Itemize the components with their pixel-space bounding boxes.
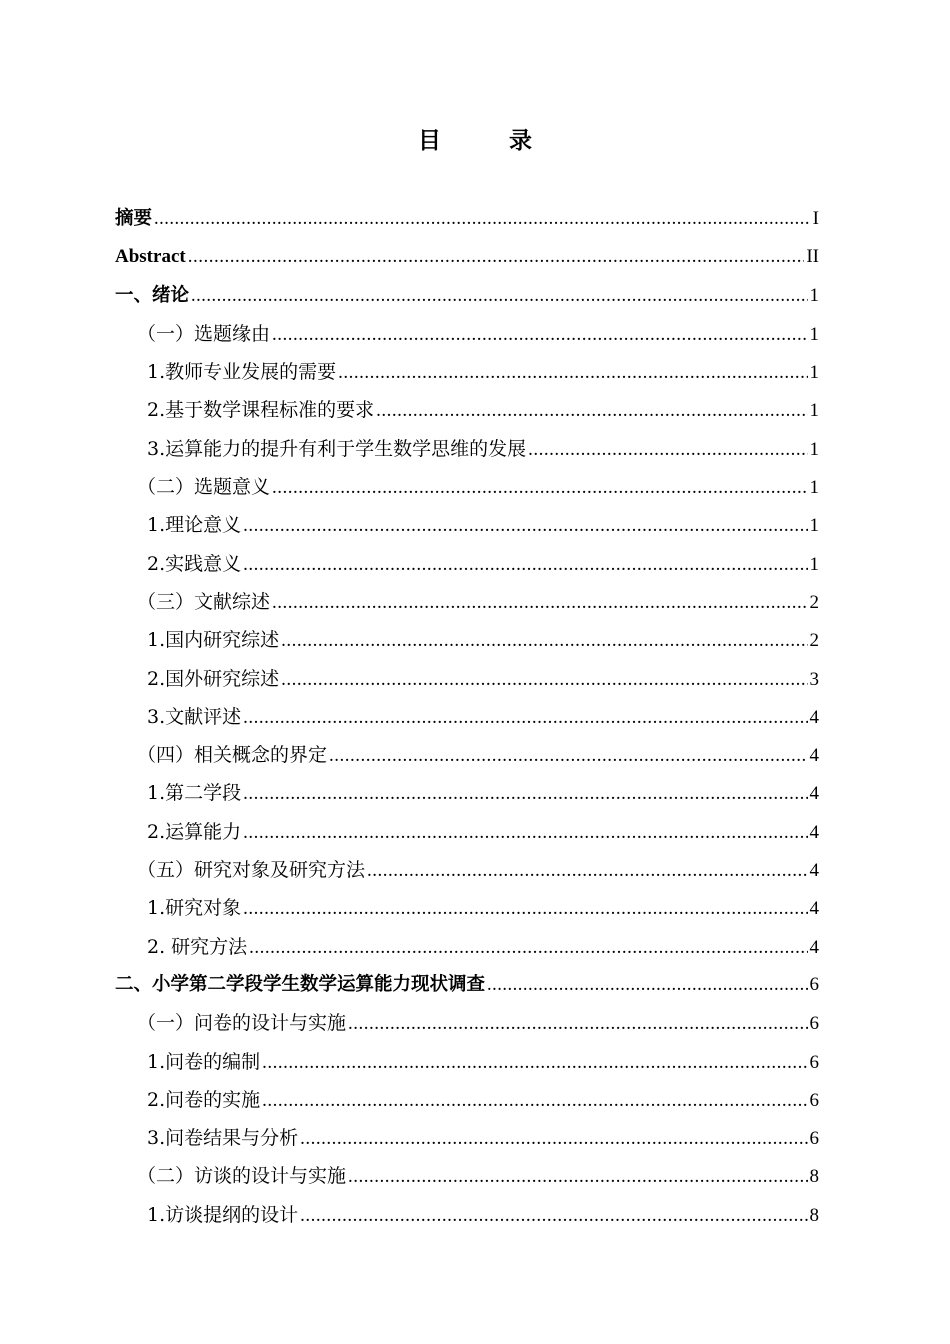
toc-entry-label: （一）问卷的设计与实施 xyxy=(137,1012,347,1035)
toc-entry-label: 2.基于数学课程标准的要求 xyxy=(147,399,375,422)
toc-entry[interactable] xyxy=(115,430,819,468)
toc-entry[interactable] xyxy=(115,468,819,506)
toc-entry-label: 1.理论意义 xyxy=(147,514,242,537)
toc-entry-label: 2.国外研究综述 xyxy=(147,667,280,690)
toc-entry[interactable] xyxy=(115,1119,819,1157)
toc-dot-leader xyxy=(376,392,807,430)
toc-entry[interactable] xyxy=(115,1081,819,1119)
toc-dot-leader xyxy=(348,1158,807,1196)
toc-dot-leader xyxy=(262,1082,807,1120)
toc-dot-leader xyxy=(281,622,807,660)
toc-entry-label: 2. 研究方法 xyxy=(147,935,248,958)
toc-page-number: 6 xyxy=(809,1013,819,1035)
toc-entry[interactable] xyxy=(115,813,819,851)
toc-page-number: 4 xyxy=(809,745,819,767)
toc-dot-leader xyxy=(243,890,807,928)
toc-title: 目 录 xyxy=(417,128,562,154)
toc-page-number: 8 xyxy=(809,1166,819,1188)
toc-dot-leader xyxy=(300,1197,807,1235)
toc-entry-label: 3.运算能力的提升有利于学生数学思维的发展 xyxy=(147,437,527,460)
toc-entry-label: 1.访谈提纲的设计 xyxy=(147,1203,299,1226)
toc-entry-label: 1.第二学段 xyxy=(147,782,242,805)
toc-page-number: 1 xyxy=(809,553,819,575)
toc-page-number: 1 xyxy=(809,362,819,384)
toc-dot-leader xyxy=(243,699,807,737)
toc-page-number: 1 xyxy=(809,284,819,306)
toc-page-number: 1 xyxy=(809,515,819,537)
toc-dot-leader xyxy=(329,737,807,775)
toc-entry[interactable] xyxy=(115,621,819,659)
toc-dot-leader xyxy=(272,584,807,622)
toc-entry[interactable] xyxy=(115,353,819,391)
toc-entry[interactable] xyxy=(115,1004,819,1042)
toc-entry-label: （五）研究对象及研究方法 xyxy=(137,859,366,882)
toc-entry[interactable] xyxy=(115,315,819,353)
toc-dot-leader xyxy=(243,814,807,852)
toc-entry[interactable] xyxy=(115,277,819,315)
toc-page-number: 2 xyxy=(809,591,819,613)
toc-dot-leader xyxy=(487,966,807,1004)
toc-entry-label: （四）相关概念的界定 xyxy=(137,744,328,767)
toc-entry[interactable] xyxy=(115,928,819,966)
toc-dot-leader xyxy=(281,661,807,699)
toc-entry-label: 2.运算能力 xyxy=(147,820,242,843)
toc-entry-label: （一）选题缘由 xyxy=(137,322,271,345)
toc-dot-leader xyxy=(272,316,807,354)
toc-dot-leader xyxy=(243,546,807,584)
toc-page-number: 4 xyxy=(809,783,819,805)
toc-entry[interactable] xyxy=(115,1196,819,1234)
toc-page-number: 4 xyxy=(809,860,819,882)
toc-dot-leader xyxy=(348,1005,807,1043)
toc-entry-label: 2.问卷的实施 xyxy=(147,1088,261,1111)
toc-page-number: 2 xyxy=(809,630,819,652)
toc-entry-label: 二、小学第二学段学生数学运算能力现状调查 xyxy=(115,973,486,995)
toc-dot-leader xyxy=(528,431,807,469)
toc-dot-leader xyxy=(154,200,811,238)
toc-page-number: I xyxy=(812,208,819,229)
toc-entry[interactable] xyxy=(115,660,819,698)
toc-page-number: 4 xyxy=(809,706,819,728)
toc-dot-leader xyxy=(300,1120,807,1158)
toc-list xyxy=(115,200,819,1234)
toc-page-number: II xyxy=(806,246,819,268)
toc-entry[interactable] xyxy=(115,200,819,238)
toc-entry[interactable] xyxy=(115,1157,819,1195)
toc-entry[interactable] xyxy=(115,1043,819,1081)
toc-page-number: 4 xyxy=(809,898,819,920)
toc-page-number: 1 xyxy=(809,400,819,422)
toc-dot-leader xyxy=(367,852,807,890)
toc-entry-label: 1.国内研究综述 xyxy=(147,629,280,652)
toc-entry[interactable] xyxy=(115,966,819,1004)
toc-page-number: 4 xyxy=(809,936,819,958)
toc-entry[interactable] xyxy=(115,851,819,889)
toc-entry-label: 摘要 xyxy=(115,208,153,229)
toc-page-number: 6 xyxy=(809,1089,819,1111)
toc-page-number: 6 xyxy=(809,973,819,995)
toc-dot-leader xyxy=(188,238,805,276)
toc-page-number: 6 xyxy=(809,1128,819,1150)
toc-page-number: 8 xyxy=(809,1204,819,1226)
toc-entry[interactable] xyxy=(115,736,819,774)
toc-entry-label: 2.实践意义 xyxy=(147,552,242,575)
toc-dot-leader xyxy=(249,929,807,967)
toc-entry-label: 1.教师专业发展的需要 xyxy=(147,361,337,384)
toc-dot-leader xyxy=(272,469,807,507)
toc-page-number: 6 xyxy=(809,1051,819,1073)
toc-entry[interactable] xyxy=(115,238,819,276)
toc-entry-label: 3.文献评述 xyxy=(147,705,242,728)
toc-entry-label: 3.问卷结果与分析 xyxy=(147,1127,299,1150)
toc-dot-leader xyxy=(191,277,807,315)
toc-dot-leader xyxy=(243,775,807,813)
toc-entry-label: （二）选题意义 xyxy=(137,476,271,499)
toc-dot-leader xyxy=(262,1044,807,1082)
toc-entry[interactable] xyxy=(115,391,819,429)
toc-page-number: 1 xyxy=(809,477,819,499)
toc-entry[interactable] xyxy=(115,545,819,583)
toc-page-number: 1 xyxy=(809,323,819,345)
toc-entry[interactable] xyxy=(115,583,819,621)
toc-page-number: 3 xyxy=(809,668,819,690)
toc-entry-label: 一、绪论 xyxy=(115,284,190,306)
toc-entry-label: 1.问卷的编制 xyxy=(147,1050,261,1073)
toc-entry[interactable] xyxy=(115,698,819,736)
toc-page-number: 4 xyxy=(809,821,819,843)
toc-entry[interactable] xyxy=(115,889,819,927)
toc-entry-label: 1.研究对象 xyxy=(147,897,242,920)
toc-entry[interactable] xyxy=(115,506,819,544)
toc-dot-leader xyxy=(243,507,807,545)
toc-entry-label: （二）访谈的设计与实施 xyxy=(137,1165,347,1188)
toc-dot-leader xyxy=(338,354,807,392)
toc-entry-label: （三）文献综述 xyxy=(137,590,271,613)
toc-entry-label: Abstract xyxy=(115,246,186,268)
toc-entry[interactable] xyxy=(115,774,819,812)
toc-page-number: 1 xyxy=(809,438,819,460)
